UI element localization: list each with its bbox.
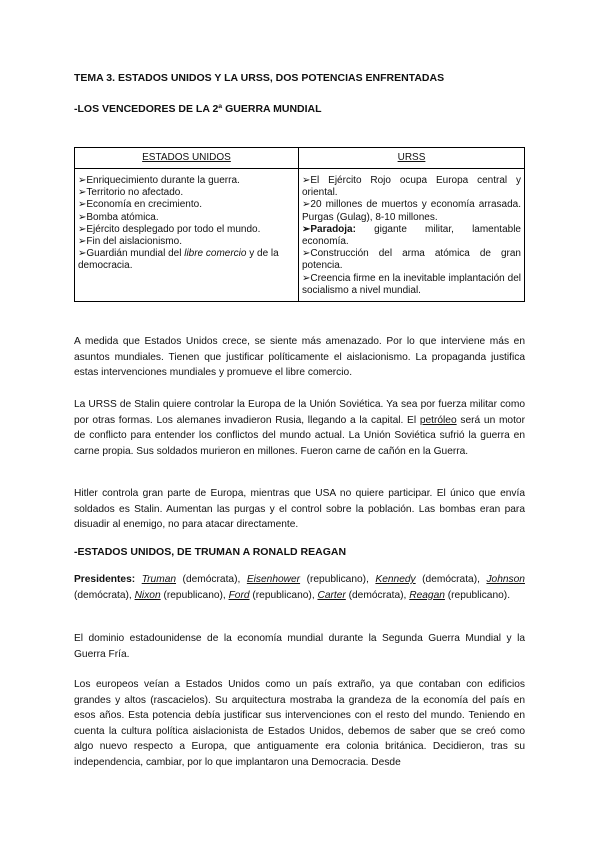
presidents-paragraph (74, 572, 525, 603)
president-party: (demócrata), (176, 574, 247, 585)
header-urss: URSS (299, 148, 525, 169)
president-name: Johnson (486, 574, 525, 585)
petroleo-link-text: petróleo (419, 414, 457, 426)
comparison-table (74, 147, 525, 302)
document-title: TEMA 3. ESTADOS UNIDOS Y LA URSS, DOS POTENCIAS ENFRENTADAS (74, 72, 445, 84)
section-heading-truman-reagan: -ESTADOS UNIDOS, DE TRUMAN A RONALD REAGAN (74, 546, 347, 558)
list-item: ➢El Ejército Rojo ocupa Europa central y oriental. (302, 175, 521, 199)
president-party: (republicano), (300, 574, 376, 585)
president-party: (republicano). (444, 589, 511, 601)
paragraph-4: El dominio estadounidense de la economía mundial durante la Segunda Guerra Mundial y la Guerra Fría. (74, 633, 525, 660)
president-name: Kennedy (375, 574, 416, 585)
list-item: ➢Ejército desplegado por todo el mundo. (78, 223, 261, 235)
list-item: ➢Enriquecimiento durante la guerra. (78, 175, 240, 186)
president-name: Ford (228, 589, 250, 601)
president-name: Eisenhower (246, 574, 301, 585)
table-header-row (75, 148, 525, 169)
table-row (75, 169, 525, 302)
list-item: ➢Construcción del arma atómica de gran potencia. (302, 248, 521, 272)
list-item: ➢Guardián mundial del libre comercio y de la democracia. (78, 248, 279, 272)
president-party: (republicano), (249, 589, 318, 601)
list-item: ➢Economía en crecimiento. (78, 199, 202, 211)
header-usa: ESTADOS UNIDOS (75, 148, 299, 169)
presidents-label: Presidentes: (74, 574, 136, 585)
president-name: Nixon (134, 589, 161, 601)
paragraph-5: Los europeos veían a Estados Unidos como un país extraño, ya que contaban con edificios grandes y altos (rascacielos). Su arquitectura mostraba la grandeza de la economía del país en esos años. Esta potencia debía justificar sus intervenciones con el resto del mundo. Teniendo en cuenta la cultura política aislacionista de Estados Unidos, debemos de saber que se creó como algo nuevo respecto a Europa, que antiguamente era colonia británica. Decidieron, tras su independencia, cambiar, por lo que implantaron una Democracia. Desde (74, 679, 525, 768)
list-item: ➢Bomba atómica. (78, 211, 159, 223)
list-item: ➢Fin del aislacionismo. (78, 236, 182, 248)
president-party: (demócrata), (415, 574, 487, 585)
president-party: (demócrata), (345, 589, 410, 601)
president-party: (republicano), (160, 589, 229, 601)
usa-cell (75, 169, 299, 302)
president-party: (demócrata), (74, 589, 135, 601)
list-item: ➢Paradoja: gigante militar, lamentable economía. (302, 223, 521, 248)
section-heading-vencedores: -LOS VENCEDORES DE LA 2ª GUERRA MUNDIAL (74, 103, 322, 115)
urss-cell (299, 169, 525, 302)
paragraph-3: Hitler controla gran parte de Europa, mientras que USA no quiere participar. El único que envía soldados es Stalin. Aumentan las purgas y el control sobre la población. Las bombas eran para disuadir al enemigo, no para atacar directamente. (74, 488, 525, 531)
paragraph-2: La URSS de Stalin quiere controlar la Europa de la Unión Soviética. Ya sea por fuerza militar como por otras formas. Los alemanes invadieron Rusia, llegando a la capital. El petróleo será un motor de conflicto para entender los conflictos del mundo actual. La Unión Soviética sufrió la guerra en carne propia. Sus soldados murieron en millones. Fueron carne de cañón en la Guerra. (74, 399, 525, 457)
list-item: ➢20 millones de muertos y economía arrasada. Purgas (Gulag), 8-10 millones. (302, 199, 521, 223)
president-name: Carter (317, 589, 346, 601)
list-item: ➢Territorio no afectado. (78, 187, 184, 199)
president-name: Reagan (409, 589, 445, 601)
president-name: Truman (141, 574, 177, 585)
paragraph-1: A medida que Estados Unidos crece, se siente más amenazado. Por lo que interviene más en asuntos mundiales. Tienen que justificar políticamente el aislacionismo. La propaganda justifica estas intervenciones mundiales y promueve el libre comercio. (74, 336, 525, 379)
list-item: ➢Creencia firme en la inevitable implantación del socialismo a nivel mundial. (302, 272, 521, 296)
